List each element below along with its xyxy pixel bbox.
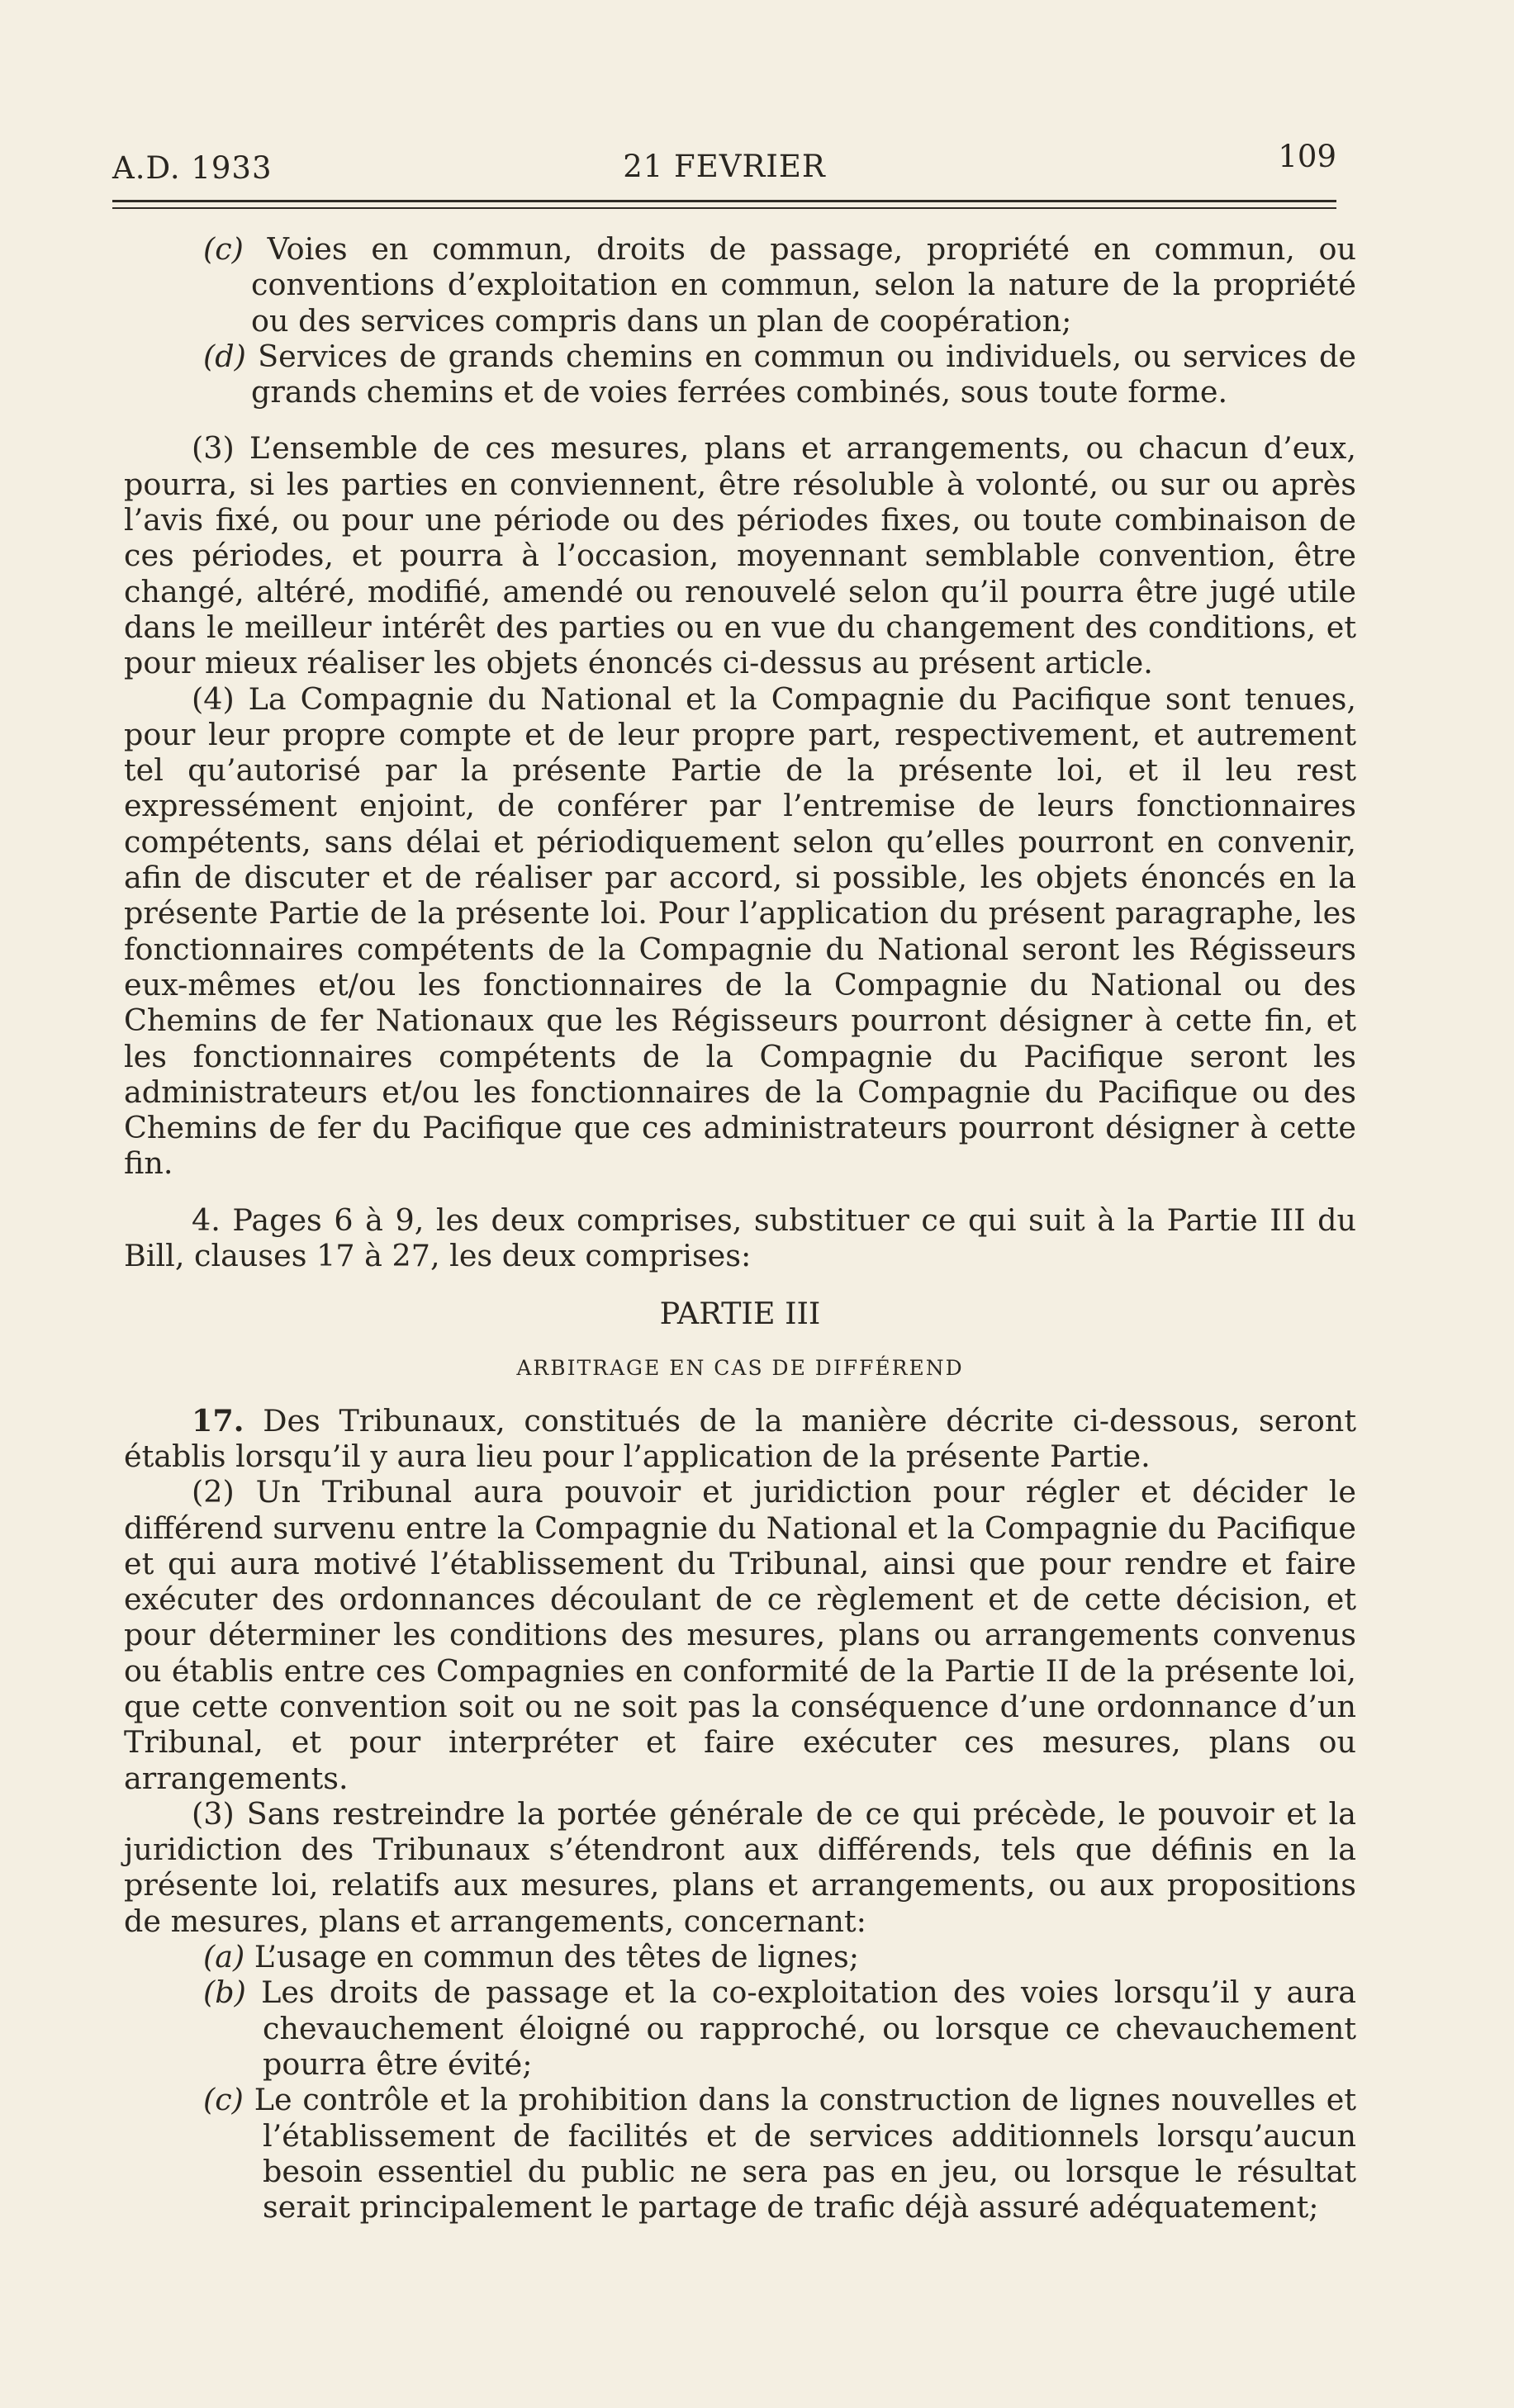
item-text: Services de grands chemins en commun ou individuels, ou services de grands chemins et de voies ferrées combinés, sous toute forme. bbox=[251, 338, 1356, 410]
amendment-4: 4. Pages 6 à 9, les deux comprises, substituer ce qui suit à la Partie III du Bill, clauses 17 à 27, les deux comprises: bbox=[124, 1202, 1356, 1274]
section-number: 17. bbox=[192, 1402, 244, 1439]
item-text: Le contrôle et la prohibition dans la construction de lignes nouvelles et l’établissement de facilités et de services additionnels lorsqu’aucun besoin essentiel du public ne sera pas en jeu, ou lorsque le résultat serait principalement le partage de trafic déjà assuré adéquatement; bbox=[254, 2082, 1356, 2226]
list-item-a bbox=[124, 1939, 1356, 1974]
header-rule-bottom bbox=[112, 207, 1336, 209]
header-date: 21 FEVRIER bbox=[623, 149, 826, 184]
list-item-d bbox=[124, 339, 1356, 410]
item-label: (c) bbox=[203, 2082, 244, 2118]
paragraph-4: (4) La Compagnie du National et la Compagnie du Pacifique sont tenues, pour leur propre compte et de leur propre part, respectivement, et autrement tel qu’autorisé par la présente Partie de la présente loi, et il leu rest expressément enjoint, de conférer par l’entremise de leurs fonctionnaires compétents, sans délai et périodiquement selon qu’elles pourront en convenir, afin de discuter et de réaliser par accord, si possible, les objets énoncés en la présente Partie de la présente loi. Pour l’application du présent paragraphe, les fonctionnaires compétents de la Compagnie du National seront les Régisseurs eux-mêmes et/ou les fonctionnaires de la Compagnie du National ou des Chemins de fer Nationaux que les Régisseurs pourront désigner à cette fin, et les fonctionnaires compétents de la Compagnie du Pacifique seront les administrateurs et/ou les fonctionnaires de la Compagnie du Pacifique ou des Chemins de fer du Pacifique que ces administrateurs pourront désigner à cette fin. bbox=[124, 680, 1356, 1182]
section-17-3: (3) Sans restreindre la portée générale de ce qui précède, le pouvoir et la juridiction des Tribunaux s’étendront aux différends, tels que définis en la présente loi, relatifs aux mesures, plans et arrangements, ou aux propositions de mesures, plans et arrangements, concernant: bbox=[124, 1795, 1356, 1939]
paragraph-3: (3) L’ensemble de ces mesures, plans et arrangements, ou chacun d’eux, pourra, si les parties en conviennent, être résoluble à volonté, ou sur ou après l’avis fixé, ou pour une période ou des périodes fixes, ou toute combinaison de ces périodes, et pourra à l’occasion, moyennant semblable convention, être changé, altéré, modifié, amendé ou renouvelé selon qu’il pourra être jugé utile dans le meilleur intérêt des parties ou en vue du changement des conditions, et pour mieux réaliser les objets énoncés ci-dessus au présent article. bbox=[124, 430, 1356, 681]
page-number: 109 bbox=[1278, 139, 1336, 174]
section-text: Des Tribunaux, constitués de la manière décrite ci-dessous, seront établis lorsqu’il y aura lieu pour l’application de la présente Partie. bbox=[124, 1402, 1356, 1474]
item-text: Les droits de passage et la co-exploitation des voies lorsqu’il y aura chevauchement éloigné ou rapproché, ou lorsque ce chevauchement pourra être évité; bbox=[261, 1974, 1356, 2082]
item-label: (d) bbox=[203, 338, 246, 374]
item-text: Voies en commun, droits de passage, propriété en commun, ou conventions d’exploitation en commun, selon la nature de la propriété ou des services compris dans un plan de coopération; bbox=[251, 231, 1356, 339]
section-17-2: (2) Un Tribunal aura pouvoir et juridiction pour régler et décider le différend survenu entre la Compagnie du National et la Compagnie du Pacifique et qui aura motivé l’établissement du Tribunal, ainsi que pour rendre et faire exécuter des ordonnances découlant de ce règlement et de cette décision, et pour déterminer les conditions des mesures, plans ou arrangements convenus ou établis entre ces Compagnies en conformité de la Partie II de la présente loi, que cette convention soit ou ne soit pas la conséquence d’une ordonnance d’un Tribunal, et pour interpréter et faire exécuter ces mesures, plans ou arrangements. bbox=[124, 1474, 1356, 1796]
header-rule-top bbox=[112, 200, 1336, 202]
item-label: (b) bbox=[203, 1974, 246, 2011]
document-body bbox=[124, 231, 1356, 2225]
part-subheading: ARBITRAGE EN CAS DE DIFFÉREND bbox=[516, 1355, 964, 1380]
page-header bbox=[112, 139, 1336, 188]
part-heading: PARTIE III bbox=[659, 1296, 821, 1332]
item-text: L’usage en commun des têtes de lignes; bbox=[254, 1939, 860, 1975]
section-17 bbox=[124, 1403, 1356, 1475]
item-label: (a) bbox=[203, 1939, 245, 1975]
header-year: A.D. 1933 bbox=[112, 150, 273, 186]
list-item-c2 bbox=[124, 2082, 1356, 2225]
item-label: (c) bbox=[203, 231, 244, 267]
list-item-b bbox=[124, 1974, 1356, 2082]
list-item-c bbox=[124, 231, 1356, 339]
